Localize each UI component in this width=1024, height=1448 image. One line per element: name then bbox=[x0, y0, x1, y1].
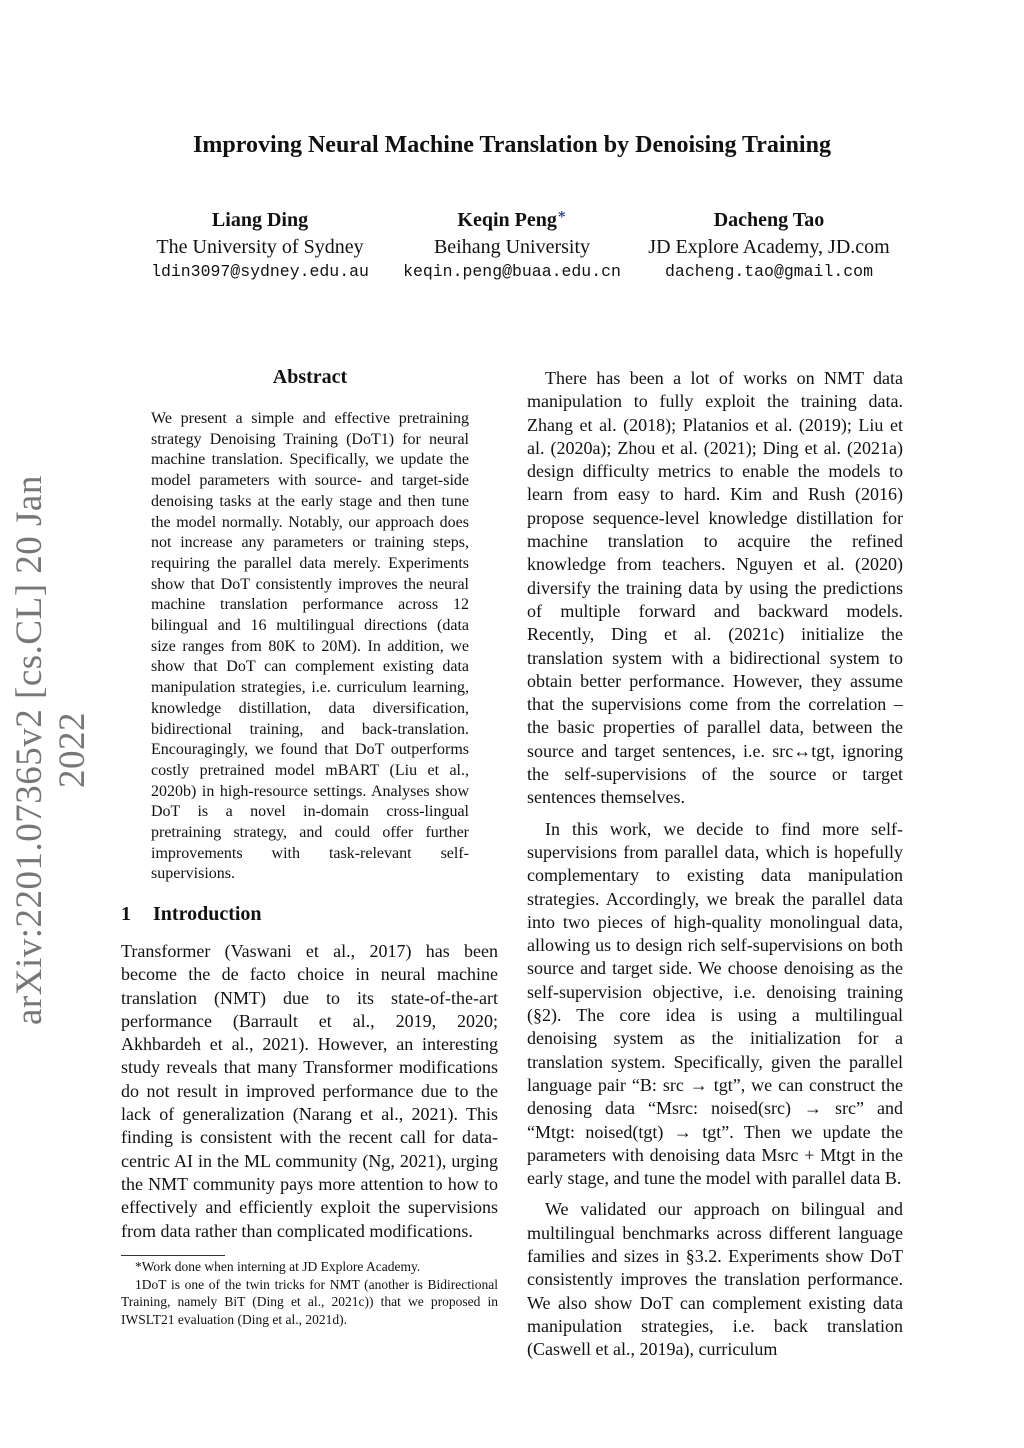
author-block-1 bbox=[130, 206, 390, 284]
author-affiliation: JD Explore Academy, JD.com bbox=[648, 236, 890, 258]
right-column bbox=[527, 367, 903, 1369]
arxiv-identifier: arXiv:2201.07365v2 [cs.CL] 20 Jan 2022 bbox=[9, 475, 93, 1025]
section-number: 1 bbox=[121, 903, 131, 925]
author-email[interactable]: ldin3097@sydney.edu.au bbox=[151, 262, 369, 281]
author-block-2 bbox=[382, 206, 642, 284]
abstract-heading: Abstract bbox=[272, 366, 348, 388]
footnote-1: *Work done when interning at JD Explore Academy. bbox=[135, 1259, 421, 1274]
author-name: Liang Ding bbox=[211, 209, 309, 231]
footnote-rule bbox=[121, 1255, 225, 1256]
author-block-3 bbox=[634, 206, 904, 284]
author-email[interactable]: keqin.peng@buaa.edu.cn bbox=[403, 262, 621, 281]
section-heading bbox=[121, 903, 262, 926]
abstract-text: We present a simple and effective pretraining strategy Denoising Training (DoT1) for neural machine translation. Specifically, we update the model parameters with source- and target-side denoising tasks at the early stage and then tune the model normally. Notably, our approach does not increase any parameters or training steps, requiring the parallel data merely. Experiments show that DoT consistently improves the neural machine translation performance across 12 bilingual and 16 multilingual directions (data size ranges from 80K to 20M). In addition, we show that DoT can complement existing data manipulation strategies, i.e. curriculum learning, knowledge distillation, data diversification, bidirectional training, and back-translation. Encouragingly, we found that DoT outperforms costly pretrained model mBART (Liu et al., 2020b) in high-resource settings. Analyses show DoT is a novel in-domain cross-lingual pretraining strategy, and could offer further improvements with task-relevant self-supervisions. bbox=[151, 410, 469, 883]
section-title: Introduction bbox=[153, 903, 262, 925]
related-work-paragraph: There has been a lot of works on NMT data manipulation to fully exploit the training data. Zhang et al. (2018); Platanios et al. (2019); Liu et al. (2020a); Zhou et al. (2021); Ding et al. (2021a) design difficulty metrics to enable the models to learn from easy to hard. Kim and Rush (2016) propose sequence-level knowledge distillation for machine translation to acquire the refined knowledge from teachers. Nguyen et al. (2020) diversify the training data by using the predictions of multiple forward and backward models. Recently, Ding et al. (2021c) initialize the translation system with a bidirectional system to obtain better performance. However, they assume that the supervisions come from the correlation – the basic properties of parallel data, between the source and target sentences, i.e. src↔tgt, ignoring the self-supervisions of the source or target sentences themselves. bbox=[527, 368, 903, 808]
validation-paragraph: We validated our approach on bilingual and multilingual benchmarks across different language families and sizes in §3.2. Experiments show DoT consistently improves the translation performance. We also show DoT can complement existing data manipulation strategies, i.e. back translation (Caswell et al., 2019a), curriculum bbox=[527, 1199, 903, 1360]
footnotes bbox=[121, 1258, 498, 1328]
author-name: Keqin Peng∗ bbox=[457, 207, 567, 231]
author-email[interactable]: dacheng.tao@gmail.com bbox=[665, 262, 873, 281]
footnote-2: 1DoT is one of the twin tricks for NMT (another is Bidirectional Training, namely BiT (Ding et al., 2021c)) that we proposed in IWSLT21 evaluation (Ding et al., 2021d). bbox=[121, 1276, 498, 1327]
author-name: Dacheng Tao bbox=[713, 209, 825, 231]
intro-paragraph: Transformer (Vaswani et al., 2017) has been become the de facto choice in neural machine translation (NMT) due to its state-of-the-art performance (Barrault et al., 2019, 2020; Akhbardeh et al., 2021). However, an interesting study reveals that many Transformer modifications do not result in improved performance due to the lack of generalization (Narang et al., 2021). This finding is consistent with the recent call for data-centric AI in the ML community (Ng, 2021), urging the NMT community pays more attention to how to effectively and efficiently exploit the supervisions from data rather than complicated modifications. bbox=[121, 941, 498, 1241]
author-affiliation: Beihang University bbox=[433, 236, 591, 258]
author-affiliation: The University of Sydney bbox=[156, 236, 364, 258]
paper-title: Improving Neural Machine Translation by Denoising Training bbox=[193, 132, 831, 158]
this-work-paragraph: In this work, we decide to find more self-supervisions from parallel data, which is hopefully complementary to existing data manipulation strategies. Accordingly, we break the parallel data into two pieces of high-quality monolingual data, allowing us to design rich self-supervisions on both source and target side. We choose denoising as the self-supervision objective, i.e. denoising training (§2). The core idea is using a multilingual denoising system as the initialization for a translation system. Specifically, given the parallel language pair “B: src → tgt”, we can construct the denosing data “Msrc: noised(src) → src” and “Mtgt: noised(tgt) → tgt”. Then we update the parameters with denoising data Msrc + Mtgt in the early stage, and tune the model with parallel data B. bbox=[527, 818, 903, 1189]
